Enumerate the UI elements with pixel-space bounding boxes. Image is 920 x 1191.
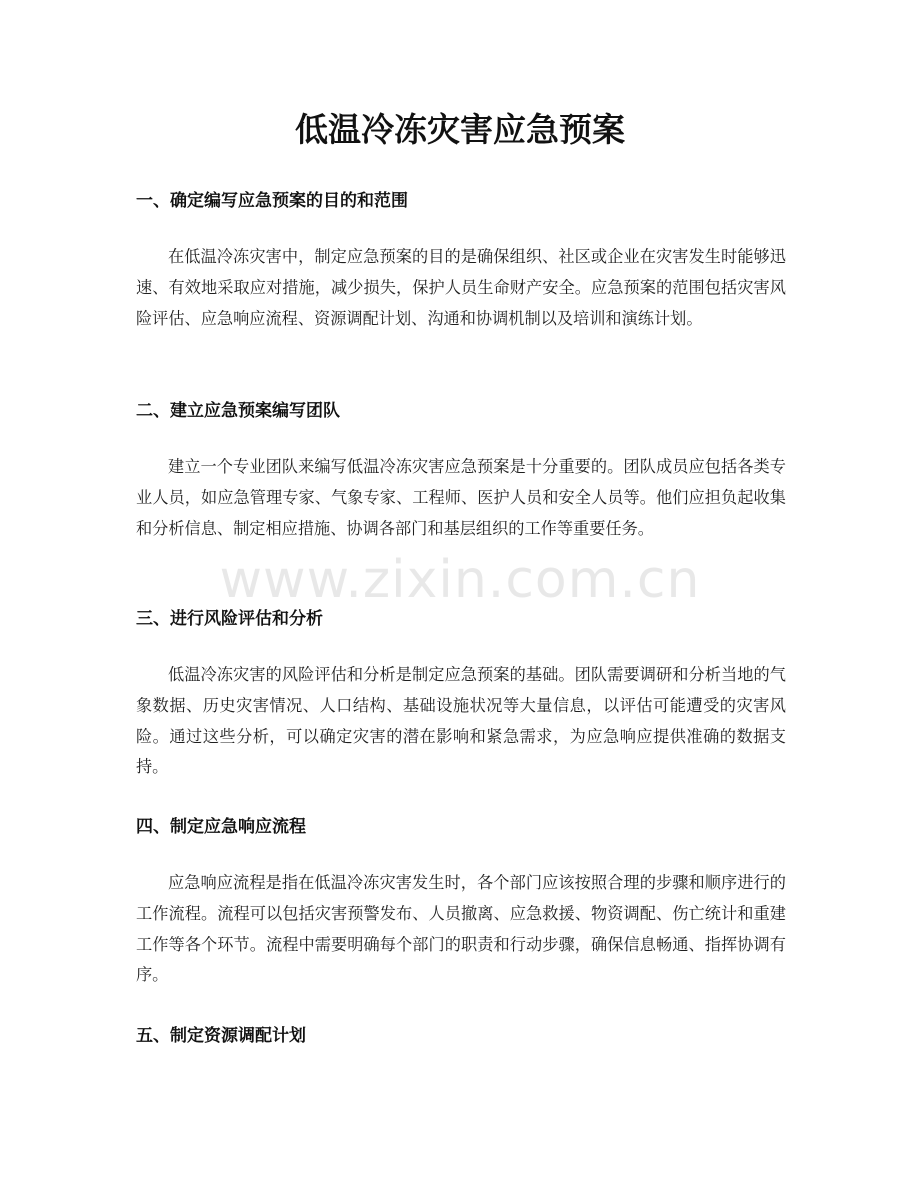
section-3	[136, 604, 786, 783]
section-paragraph: 建立一个专业团队来编写低温冷冻灾害应急预案是十分重要的。团队成员应包括各类专业人员，如应急管理专家、气象专家、工程师、医护人员和安全人员等。他们应担负起收集和分析信息、制定相应措施、协调各部门和基层组织的工作等重要任务。	[136, 457, 786, 538]
section-paragraph: 在低温冷冻灾害中，制定应急预案的目的是确保组织、社区或企业在灾害发生时能够迅速、有效地采取应对措施，减少损失，保护人员生命财产安全。应急预案的范围包括灾害风险评估、应急响应流程、资源调配计划、沟通和协调机制以及培训和演练计划。	[136, 247, 786, 328]
document-title: 低温冷冻灾害应急预案	[295, 110, 625, 149]
section-paragraph: 应急响应流程是指在低温冷冻灾害发生时，各个部门应该按照合理的步骤和顺序进行的工作流程。流程可以包括灾害预警发布、人员撤离、应急救援、物资调配、伤亡统计和重建工作等各个环节。流程中需要明确每个部门的职责和行动步骤，确保信息畅通、指挥协调有序。	[136, 873, 786, 985]
section-heading: 三、进行风险评估和分析	[136, 609, 323, 629]
section-4	[136, 812, 786, 991]
section-2	[136, 396, 786, 544]
section-5	[136, 1021, 786, 1051]
section-paragraph: 低温冷冻灾害的风险评估和分析是制定应急预案的基础。团队需要调研和分析当地的气象数据、历史灾害情况、人口结构、基础设施状况等大量信息，以评估可能遭受的灾害风险。通过这些分析，可以确定灾害的潜在影响和紧急需求，为应急响应提供准确的数据支持。	[136, 665, 786, 777]
section-heading: 五、制定资源调配计划	[136, 1026, 306, 1046]
section-heading: 一、确定编写应急预案的目的和范围	[136, 191, 408, 211]
section-heading: 二、建立应急预案编写团队	[136, 401, 340, 421]
section-1	[136, 186, 786, 334]
watermark: www.zixin.com.cn	[219, 550, 701, 610]
section-heading: 四、制定应急响应流程	[136, 817, 306, 837]
